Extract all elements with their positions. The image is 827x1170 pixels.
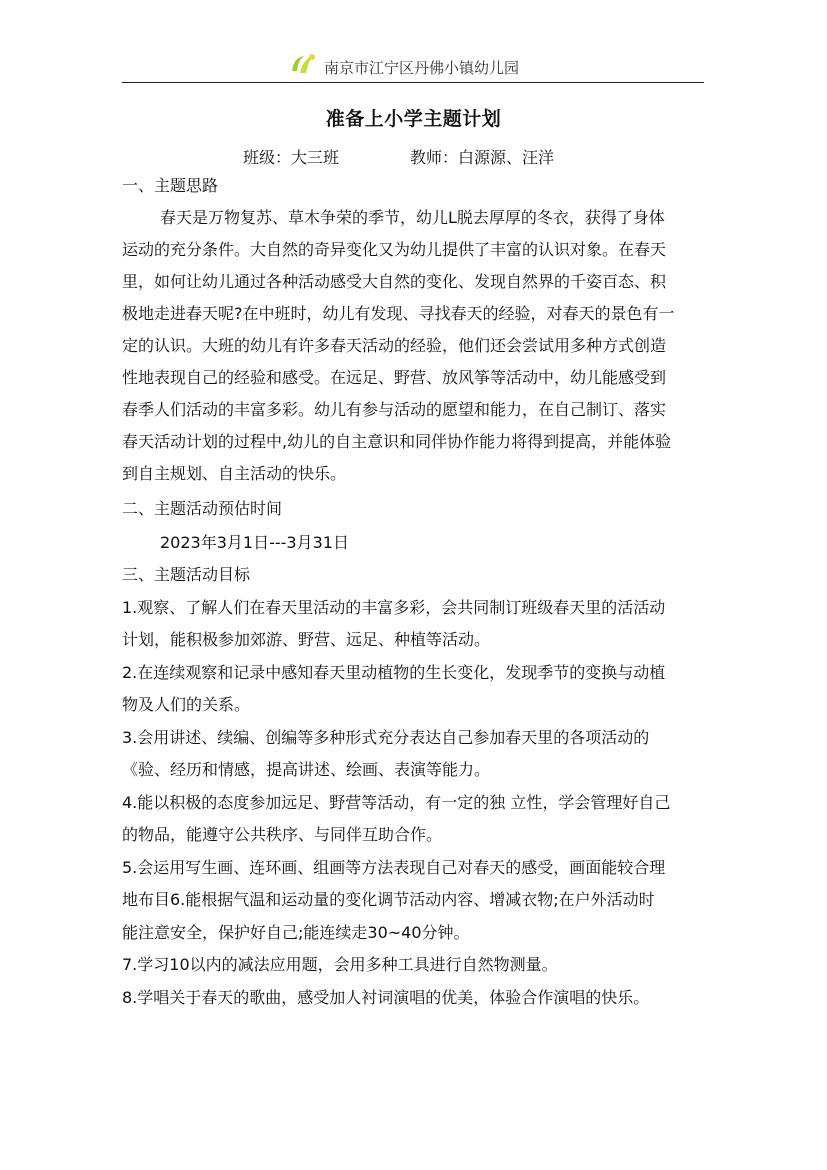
paragraph-line: 性地表现自己的经验和感受。在远足、野营、放风筝等活动中，幼儿能感受到 [122,368,667,387]
paragraph-line: 春天活动计划的过程中,幼儿的自主意识和同伴协作能力将得到提高，并能体验 [122,432,672,451]
class-label: 班级：大三班 [243,148,340,167]
goal-line: 《验、经历和情感，提高讲述、绘画、表演等能力。 [122,760,491,779]
paragraph-line: 春天是万物复苏、草木争荣的季节，幼儿L脱去厚厚的冬衣，获得了身体 [160,208,665,227]
paragraph-line: 极地走进春天呢?在中班时，幼儿有发现、寻找春天的经验，对春天的景色有一 [122,304,675,323]
section-heading-2: 二、主题活动预估时间 [122,499,283,518]
goal-line: 计划，能积极参加郊游、野营、远足、种植等活动。 [122,630,491,649]
teacher-label: 教师：白源源、汪洋 [410,148,555,167]
goal-line: 7.学习10以内的减法应用题，会用多种工具进行自然物测量。 [122,955,558,974]
goal-line: 2.在连续观察和记录中感知春天里动植物的生长变化，发现季节的变换与动植 [122,663,666,682]
school-logo-icon [288,51,320,77]
paragraph-line: 定的认识。大班的幼儿有许多春天活动的经验，他们还会尝试用多种方式创造 [122,336,667,355]
paragraph-line: 运动的充分条件。大自然的奇异变化又为幼儿提供了丰富的认识对象。在春天 [122,240,667,259]
section-heading-1: 一、主题思路 [122,176,219,195]
document-title: 准备上小学主题计划 [325,108,502,130]
goal-line: 3.会用讲述、续编、创编等多种形式充分表达自己参加春天里的各项活动的 [122,728,650,747]
paragraph-line: 春季人们活动的丰富多彩。幼儿有参与活动的愿望和能力，在自己制订、落实 [122,400,667,419]
goal-line: 5.会运用写生画、连环画、组画等方法表现自己对春天的感受，画面能较合理 [122,858,666,877]
goal-line: 4.能以积极的态度参加远足、野营等活动，有一定的独 立性，学会管理好自己 [122,793,671,812]
goal-line: 物及人们的关系。 [122,695,251,714]
goal-line: 地布目6.能根据气温和运动量的变化调节活动内容、增减衣物;在户外活动时 [122,890,655,909]
page-header [122,48,704,83]
goal-line: 能注意安全，保护好自己;能连续走30~40分钟。 [122,923,470,942]
goal-line: 1.观察、了解人们在春天里活动的丰富多彩，会共同制订班级春天里的活活动 [122,598,666,617]
school-name: 南京市江宁区丹佛小镇幼儿园 [324,59,520,77]
date-range: 2023年3月1日---3月31日 [160,533,349,552]
paragraph-line: 到自主规划、自主活动的快乐。 [122,464,347,483]
paragraph-line: 里，如何让幼儿通过各种活动感受大自然的变化、发现自然界的千姿百态、积 [122,272,667,291]
goal-line: 8.学唱关于春天的歌曲，感受加人衬词演唱的优美，体验合作演唱的快乐。 [122,988,650,1007]
goal-line: 的物品，能遵守公共秩序、与同伴互助合作。 [122,825,443,844]
section-heading-3: 三、主题活动目标 [122,565,251,584]
